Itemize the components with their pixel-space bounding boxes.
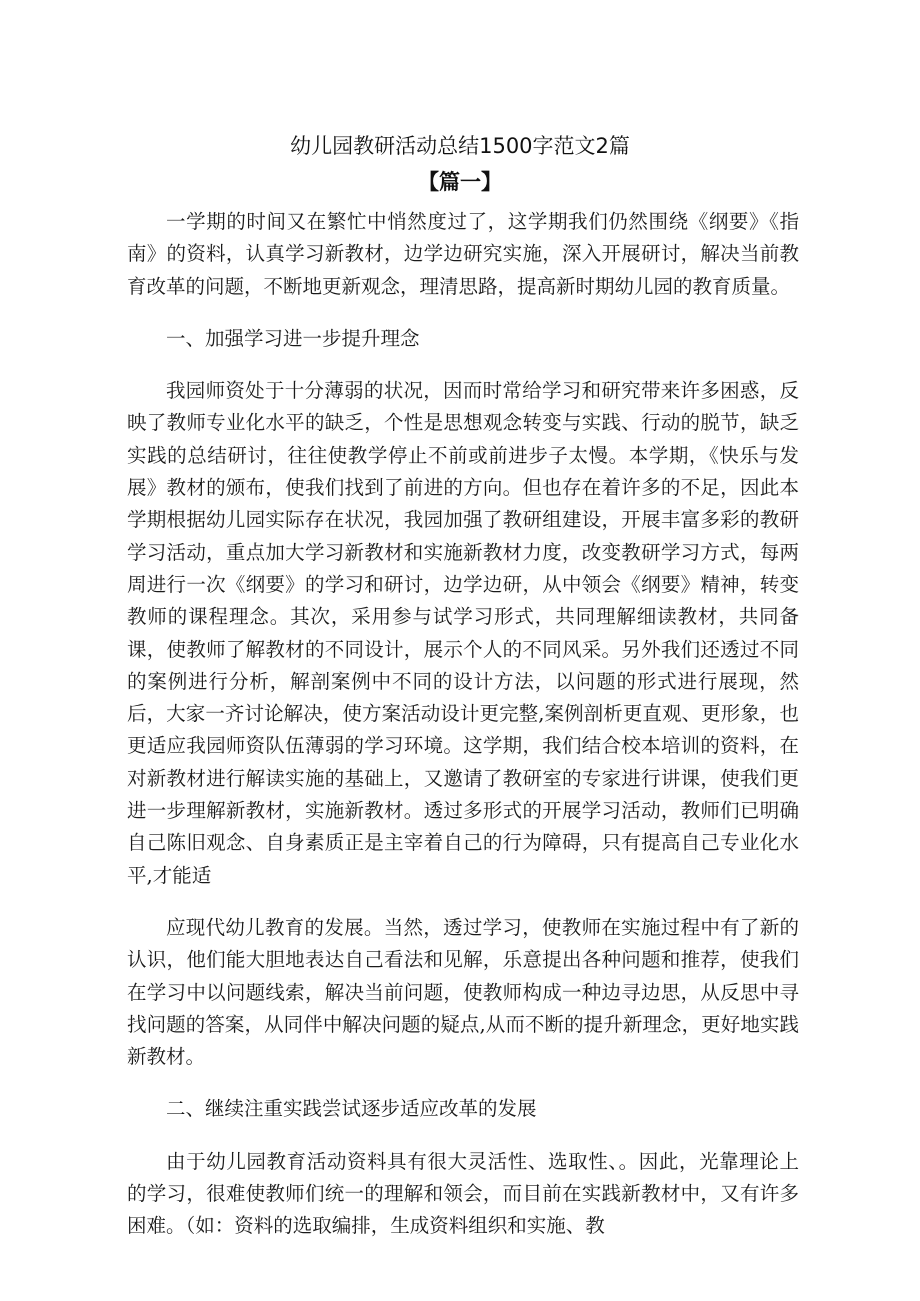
section-heading-2: 二、继续注重实践尝试逐步适应改革的发展 [166, 1097, 537, 1121]
paragraph-section-1-a: 我园师资处于十分薄弱的状况，因而时常给学习和研究带来许多困惑，反映了教师专业化水平的缺乏，个性是思想观念转变与实践、行动的脱节，缺乏实践的总结研讨，往往使教学停止不前或前进步子太慢。本学期，《快乐与发展》教材的颁布，使我们找到了前进的方向。但也存在着许多的不足，因此本学期根据幼儿园实际存在状况，我园加强了教研组建设，开展丰富多彩的教研学习活动，重点加大学习新教材和实施新教材力度，改变教研学习方式，每两周进行一次《纲要》的学习和研讨，边学边研，从中领会《纲要》精神，转变教师的课程理念。其次，采用参与试学习形式，共同理解细读教材，共同备课，使教师了解教材的不同设计，展示个人的不同风采。另外我们还透过不同的案例进行分析，解剖案例中不同的设计方法，以问题的形式进行展现，然后，大家一齐讨论解决，使方案活动设计更完整,案例剖析更直观、更形象，也更适应我园师资队伍薄弱的学习环境。这学期，我们结合校本培训的资料，在对新教材进行解读实施的基础上，又邀请了教研室的专家进行讲课，使我们更进一步理解新教材，实施新教材。透过多形式的开展学习活动，教师们已明确自己陈旧观念、自身素质正是主宰着自己的行为障碍，只有提高自己专业化水平,才能适 [127, 379, 799, 887]
paragraph-intro: 一学期的时间又在繁忙中悄然度过了，这学期我们仍然围绕《纲要》《指南》的资料，认真学习新教材，边学边研究实施，深入开展研讨，解决当前教育改革的问题，不断地更新观念，理清思路，提高新时期幼儿园的教育质量。 [127, 210, 799, 298]
part-label: 【篇一】 [418, 170, 502, 194]
paragraph-section-2-a: 由于幼儿园教育活动资料具有很大灵活性、选取性、。因此，光靠理论上的学习，很难使教师们统一的理解和领会，而目前在实践新教材中，又有许多困难。（如：资料的选取编排，生成资料组织和实施、教 [127, 1149, 799, 1238]
paragraph-section-1-b: 应现代幼儿教育的发展。当然，透过学习，使教师在实施过程中有了新的认识，他们能大胆地表达自己看法和见解，乐意提出各种问题和推荐，使我们在学习中以问题线索，解决当前问题，使教师构成一种边寻边思，从反思中寻找问题的答案，从同伴中解决问题的疑点,从而不断的提升新理念，更好地实践新教材。 [127, 915, 799, 1069]
document-title: 幼儿园教研活动总结1500字范文2篇 [290, 134, 630, 158]
document-body [127, 206, 799, 1263]
section-heading-1: 一、加强学习进一步提升理念 [166, 326, 420, 350]
